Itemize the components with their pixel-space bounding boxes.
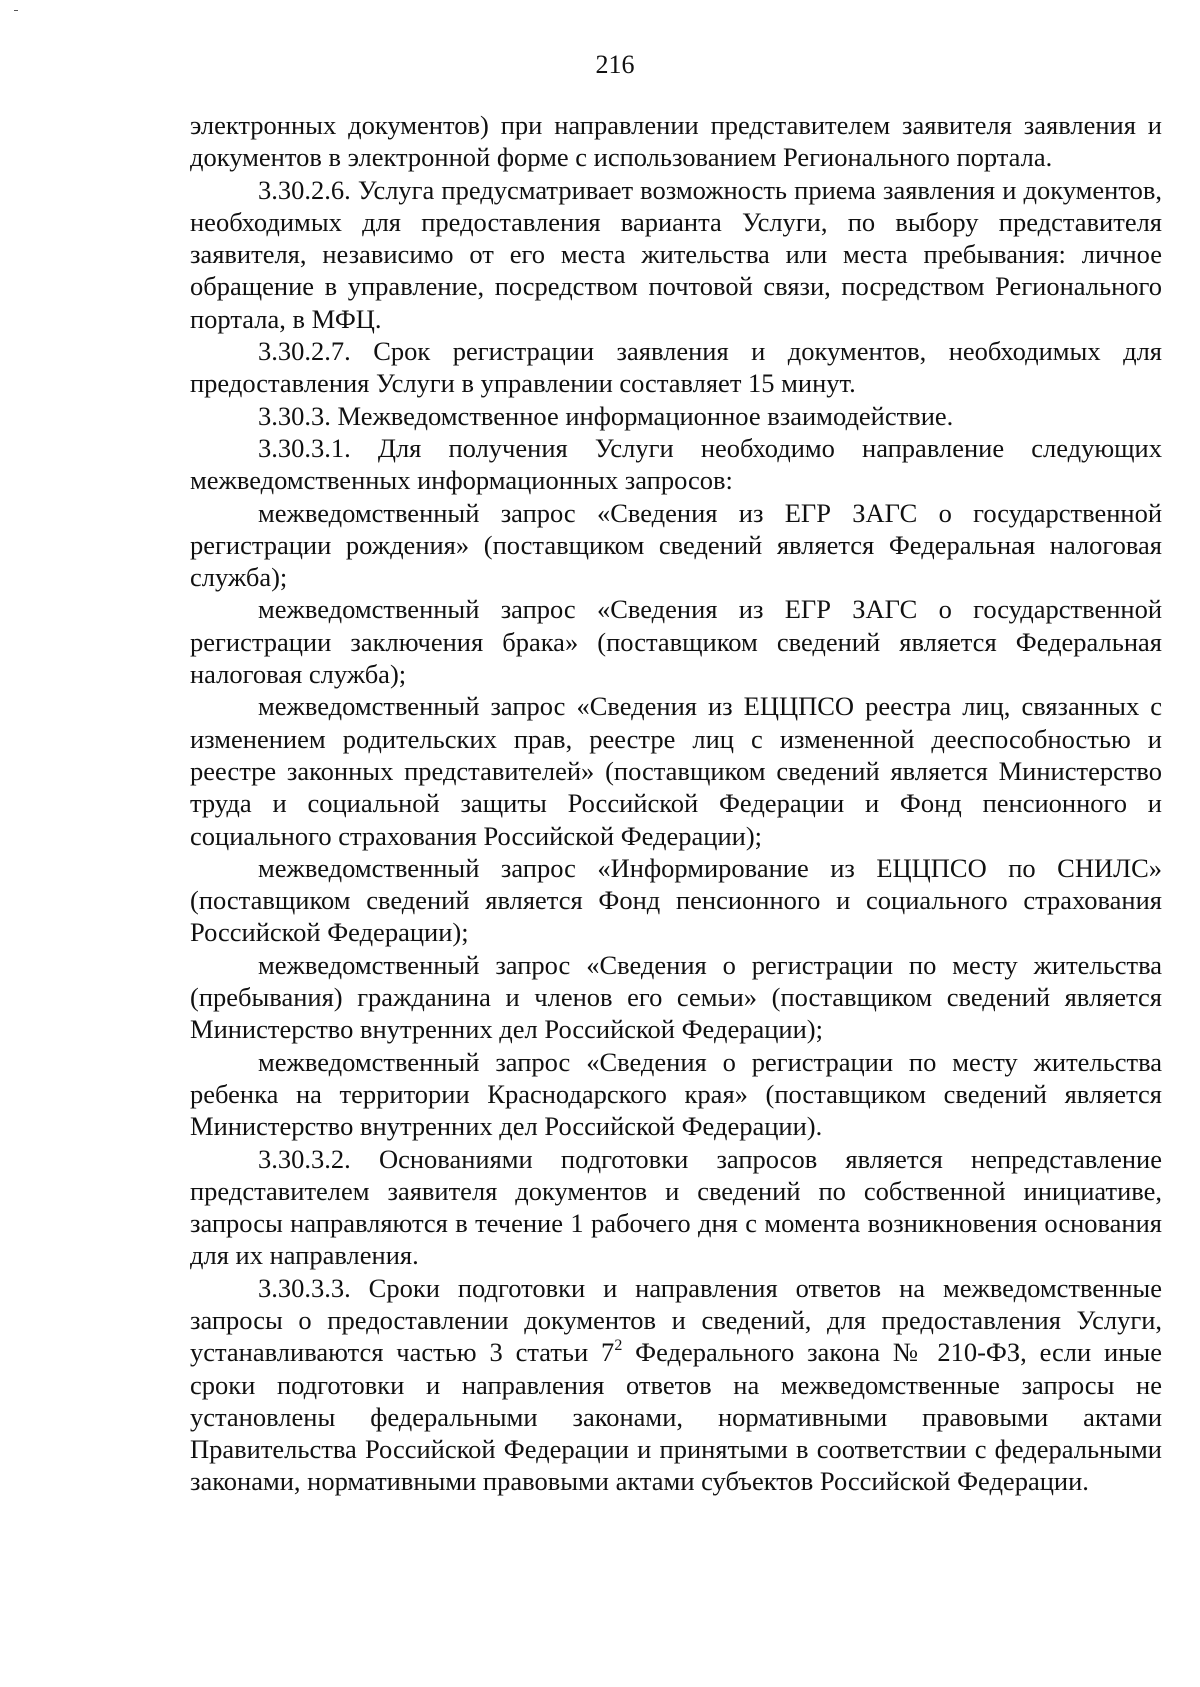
request-item-parental-rights-registry: межведомственный запрос «Сведения из ЕЦЦПСО реестра лиц, связанных с изменением родительских прав, реестре лиц с измененной дееспособностью и реестре законных представителей» (поставщиком сведений является Министерство труда и социальной защиты Российской Федерации и Фонд пенсионного и социального страхования Российской Федерации); <box>190 691 1162 851</box>
paragraph-3-30-3: 3.30.3. Межведомственное информационное взаимодействие. <box>258 400 954 431</box>
paragraph-3-30-2-7: 3.30.2.7. Срок регистрации заявления и документов, необходимых для предоставления Услуги в управлении составляет 15 минут. <box>190 336 1162 399</box>
scan-mark <box>14 10 18 11</box>
paragraph-3-30-2-6: 3.30.2.6. Услуга предусматривает возможность приема заявления и документов, необходимых для предоставления варианта Услуги, по выбору представителя заявителя, независимо от его места жительства или места пребывания: личное обращение в управление, посредством почтовой связи, посредством Регионального портала, в МФЦ. <box>190 174 1162 334</box>
request-item-marriage-registration: межведомственный запрос «Сведения из ЕГР ЗАГС о государственной регистрации заключения брака» (поставщиком сведений является Федеральная налоговая служба); <box>190 594 1162 690</box>
paragraph-continuation: электронных документов) при направлении представителем заявителя заявления и документов в электронной форме с использованием Регионального портала. <box>190 110 1162 173</box>
request-item-birth-registration: межведомственный запрос «Сведения из ЕГР ЗАГС о государственной регистрации рождения» (поставщиком сведений является Федеральная налоговая служба); <box>190 497 1162 593</box>
paragraph-3-30-3-3-part-2: Федерального закона № 210-ФЗ, если иные сроки подготовки и направления ответов на межведомственные запросы не установлены федеральными законами, нормативными правовыми актами Правительства Российской Федерации и принятыми в соответствии с федеральными законами, нормативными правовыми актами субъектов Российской Федерации. <box>190 1337 1162 1497</box>
request-item-child-residence: межведомственный запрос «Сведения о регистрации по месту жительства ребенка на территории Краснодарского края» (поставщиком сведений является Министерство внутренних дел Российской Федерации). <box>190 1046 1162 1142</box>
page-number: 216 <box>595 50 635 79</box>
paragraph-3-30-3-3-part-1: 3.30.3.3. Сроки подготовки и направления ответов на межведомственные запросы о предоставлении документов и сведений, для предоставления Услуги, устанавливаются частью 3 статьи 7 <box>190 1272 1162 1368</box>
request-item-family-residence: межведомственный запрос «Сведения о регистрации по месту жительства (пребывания) гражданина и членов его семьи» (поставщиком сведений является Министерство внутренних дел Российской Федерации); <box>190 949 1162 1045</box>
request-item-snils-info: межведомственный запрос «Информирование из ЕЦЦПСО по СНИЛС» (поставщиком сведений является Фонд пенсионного и социального страхования Российской Федерации); <box>190 852 1162 948</box>
paragraph-3-30-3-2: 3.30.3.2. Основаниями подготовки запросов является непредставление представителем заявителя документов и сведений по собственной инициативе, запросы направляются в течение 1 рабочего дня с момента возникновения основания для их направления. <box>190 1143 1162 1271</box>
article-superscript: 2 <box>614 1337 623 1355</box>
document-body <box>190 109 1162 1498</box>
paragraph-3-30-3-3 <box>190 1272 1162 1498</box>
paragraph-3-30-3-1: 3.30.3.1. Для получения Услуги необходимо направление следующих межведомственных информационных запросов: <box>190 432 1162 496</box>
